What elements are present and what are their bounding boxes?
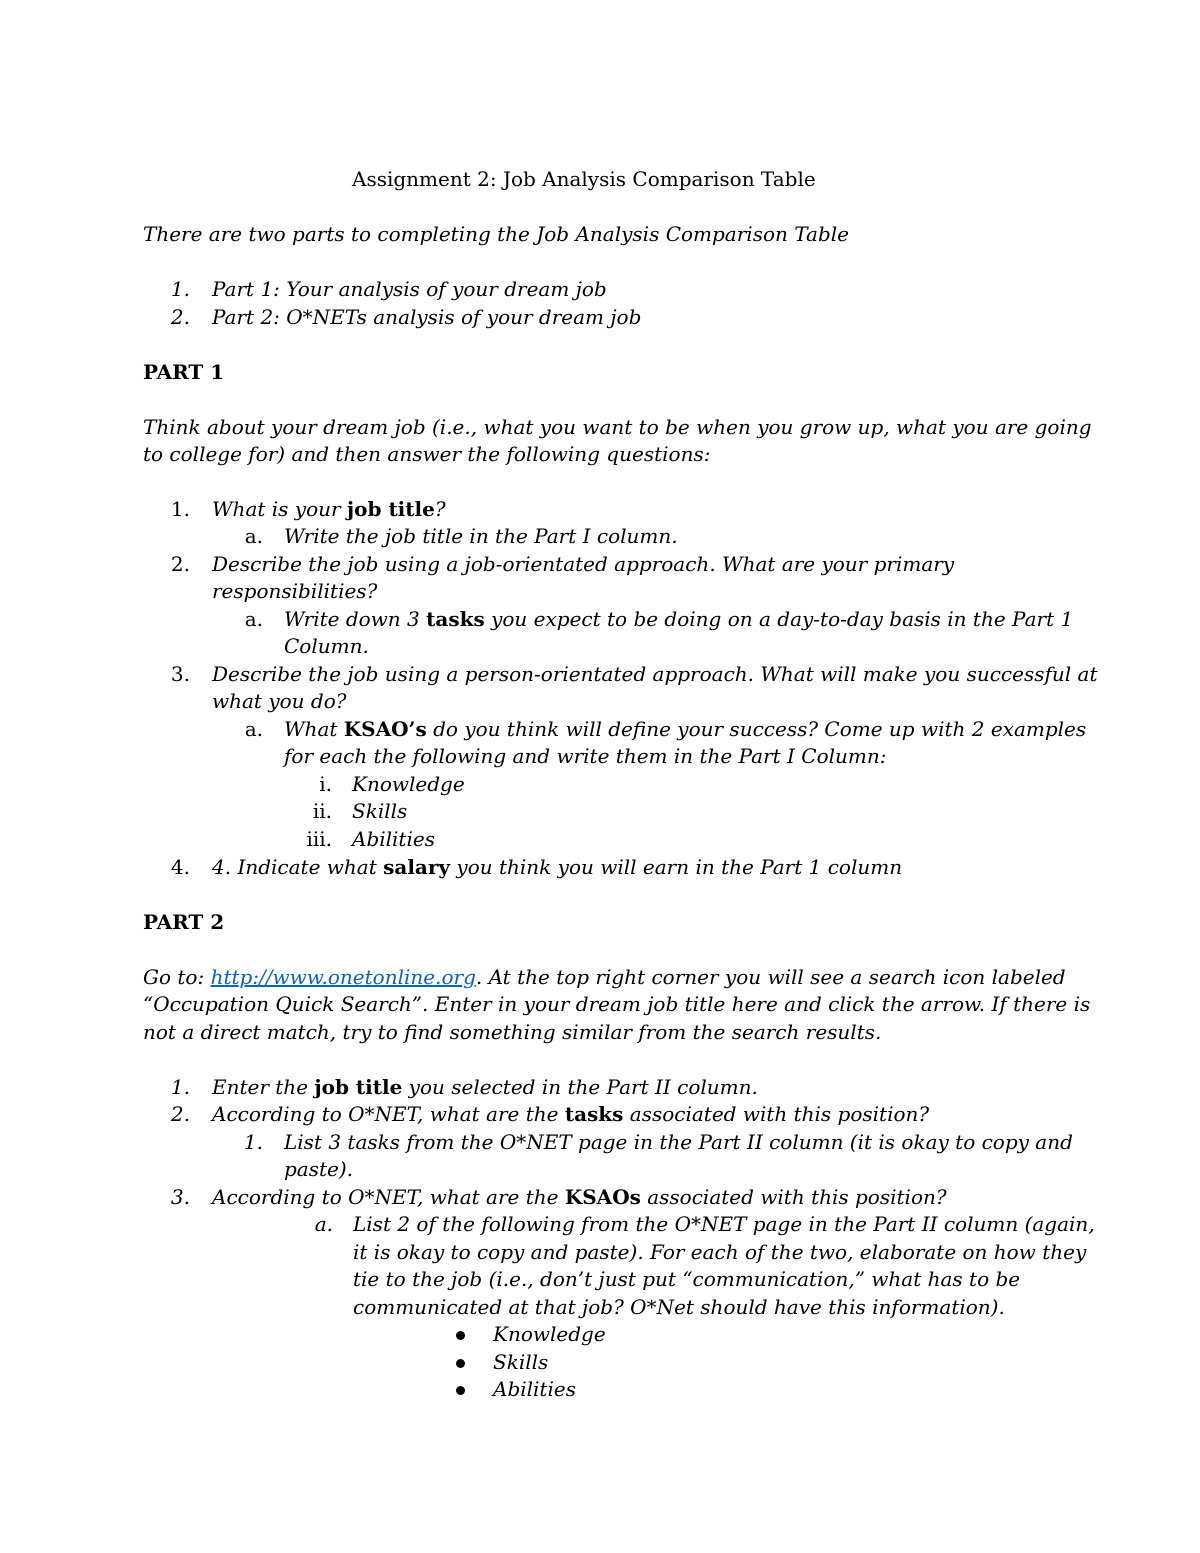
subitem-letter: a. — [244, 524, 263, 548]
subitem-letter: a. — [244, 607, 263, 631]
onet-link[interactable]: http://www.onetonline.org — [210, 965, 476, 989]
bullet-item: Skills — [493, 1350, 549, 1374]
bold-term: tasks — [426, 607, 485, 631]
bullet-icon — [456, 1331, 465, 1340]
substep-number: 1. — [243, 1130, 263, 1154]
bold-term: salary — [383, 855, 451, 879]
page-title: Assignment 2: Job Analysis Comparison Table — [352, 167, 816, 191]
part1-heading: PART 1 — [143, 360, 225, 384]
step-2a-line: paste). — [284, 1157, 354, 1181]
subitem-letter: a. — [244, 717, 263, 741]
question-1a: Write the job title in the Part I column. — [284, 524, 678, 548]
text-run: According to O*NET, what are the — [212, 1102, 565, 1126]
question-2a-line: Column. — [284, 634, 369, 658]
ksao-item: Skills — [352, 799, 408, 823]
question-number: 2. — [170, 552, 190, 576]
bullet-icon — [456, 1386, 465, 1395]
text-run: Write down 3 — [284, 607, 427, 631]
ksao-item: Abilities — [352, 827, 435, 851]
question-2-line: responsibilities? — [212, 579, 378, 603]
step-2 — [212, 1101, 929, 1128]
question-3a — [284, 716, 1086, 743]
question-4 — [212, 854, 902, 881]
step-3a-line: communicated at that job? O*Net should have this information). — [353, 1295, 1005, 1319]
bullet-item: Knowledge — [493, 1322, 606, 1346]
part1-intro-line: to college for) and then answer the following questions: — [143, 442, 711, 466]
roman-numeral: ii. — [312, 799, 332, 823]
question-3-line: what you do? — [212, 689, 347, 713]
step-3 — [212, 1184, 947, 1211]
part2-goto-line — [143, 964, 1066, 991]
text-run: Go to: — [143, 965, 211, 989]
list-number: 1. — [170, 277, 190, 301]
text-run: associated with this position? — [623, 1102, 930, 1126]
part1-intro-line: Think about your dream job (i.e., what you want to be when you grow up, what you are going — [143, 415, 1092, 439]
substep-letter: a. — [314, 1212, 333, 1236]
text-run: 4. Indicate what — [212, 855, 384, 879]
text-run: do you think will define your success? Come up with 2 examples — [426, 717, 1087, 741]
question-number: 4. — [170, 855, 190, 879]
step-number: 1. — [170, 1075, 190, 1099]
step-number: 3. — [170, 1185, 190, 1209]
question-3a-line: for each the following and write them in the Part I Column: — [284, 744, 887, 768]
intro-text: There are two parts to completing the Job Analysis Comparison Table — [143, 222, 849, 246]
list-item: Part 2: O*NETs analysis of your dream job — [212, 305, 642, 329]
bullet-item: Abilities — [493, 1377, 576, 1401]
text-run: What — [284, 717, 344, 741]
roman-numeral: iii. — [306, 827, 332, 851]
part2-goto-line: “Occupation Quick Search”. Enter in your dream job title here and click the arrow. If there is — [143, 992, 1091, 1016]
step-3a-line: tie to the job (i.e., don’t just put “communication,” what has to be — [353, 1267, 1021, 1291]
text-run: you expect to be doing on a day-to-day basis in the Part 1 — [484, 607, 1074, 631]
text-run: What is your — [212, 497, 347, 521]
text-run: . At the top right corner you will see a search icon labeled — [475, 965, 1066, 989]
ksao-item: Knowledge — [352, 772, 465, 796]
bold-term: KSAOs — [564, 1185, 641, 1209]
part2-heading: PART 2 — [143, 910, 225, 934]
bold-term: job title — [314, 1075, 403, 1099]
text-run: Enter the — [212, 1075, 315, 1099]
question-number: 1. — [170, 497, 190, 521]
roman-numeral: i. — [319, 772, 332, 796]
question-1 — [212, 496, 446, 523]
question-2-line: Describe the job using a job-orientated approach. What are your primary — [212, 552, 955, 576]
part2-goto-line: not a direct match, try to find something similar from the search results. — [143, 1020, 882, 1044]
text-run: associated with this position? — [640, 1185, 947, 1209]
bold-term: tasks — [564, 1102, 624, 1126]
step-3a-line: List 2 of the following from the O*NET page in the Part II column (again, — [353, 1212, 1095, 1236]
bullet-icon — [456, 1359, 465, 1368]
step-2a-line: List 3 tasks from the O*NET page in the Part II column (it is okay to copy and — [284, 1130, 1073, 1154]
text-run: According to O*NET, what are the — [212, 1185, 565, 1209]
step-number: 2. — [170, 1102, 190, 1126]
text-run: you selected in the Part II column. — [402, 1075, 758, 1099]
question-number: 3. — [170, 662, 190, 686]
step-1 — [212, 1074, 758, 1101]
list-number: 2. — [170, 305, 190, 329]
step-3a-line: it is okay to copy and paste). For each of the two, elaborate on how they — [353, 1240, 1087, 1264]
question-2a — [284, 606, 1073, 633]
question-3-line: Describe the job using a person-orientated approach. What will make you successful at — [212, 662, 1098, 686]
bold-term: job title — [346, 497, 435, 521]
text-run: you think you will earn in the Part 1 column — [450, 855, 903, 879]
text-run: ? — [434, 497, 446, 521]
bold-term: KSAO’s — [343, 717, 427, 741]
list-item: Part 1: Your analysis of your dream job — [212, 277, 607, 301]
